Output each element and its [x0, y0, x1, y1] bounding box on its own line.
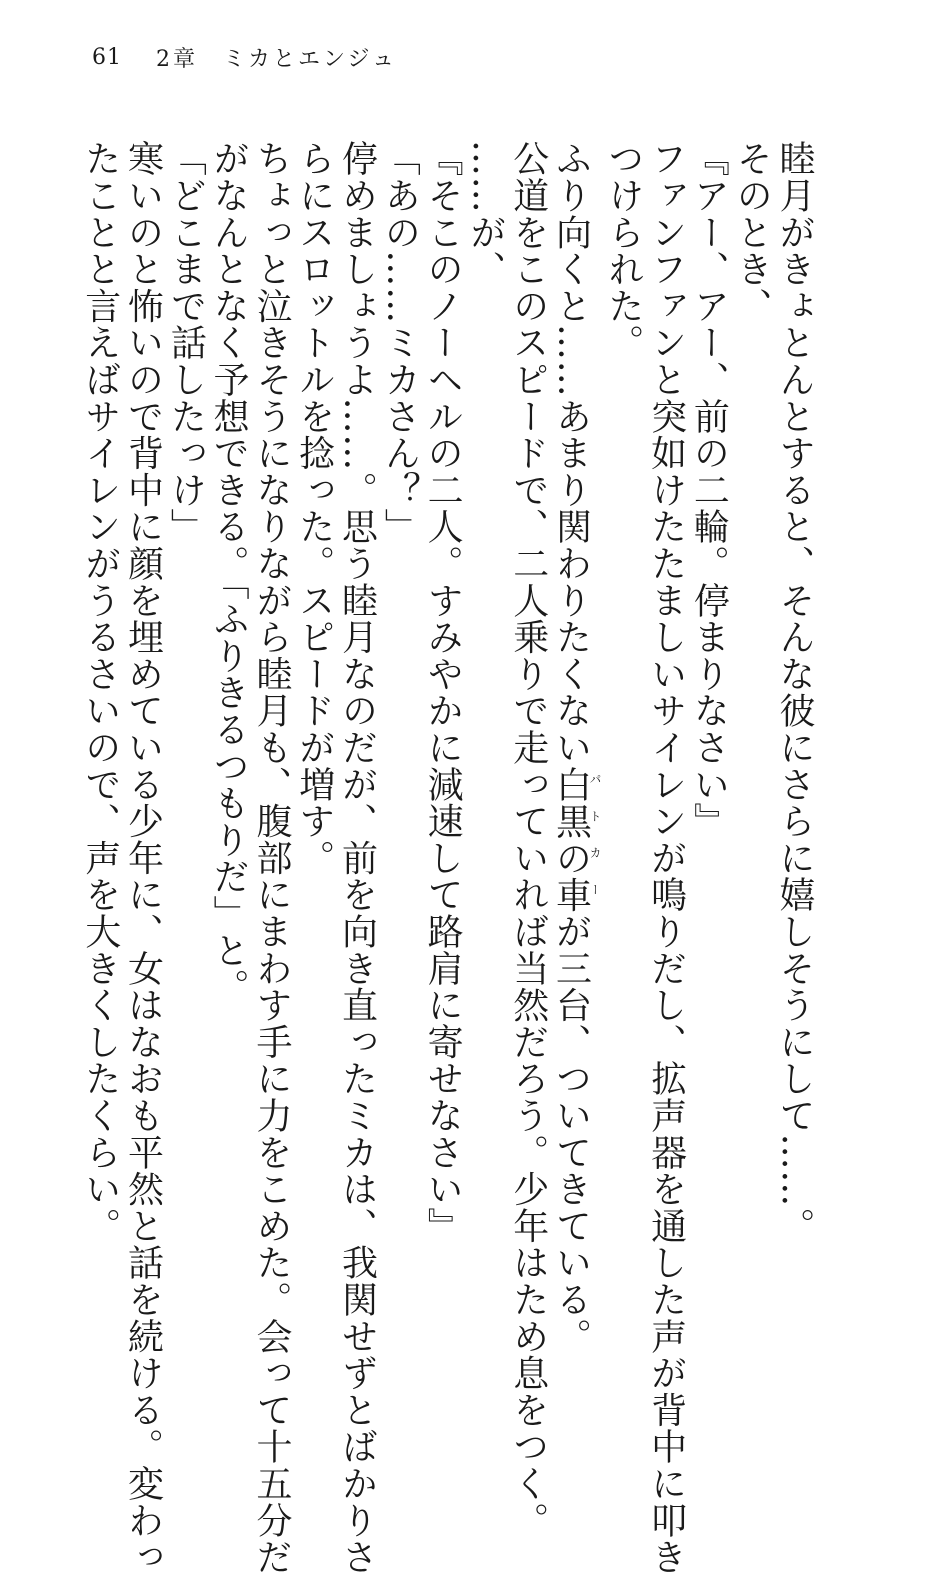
text-line: そのとき、	[731, 140, 773, 324]
text-line: 寒いのと怖いので背中に顔を埋めている少年に、女はなおも平然と話を続ける。変わっ	[122, 140, 164, 1575]
text-line: がなんとなく予想できる。「ふりきるつもりだ」と。	[208, 140, 250, 1006]
ruby-annotation: 白黒の車パトカー	[550, 765, 603, 913]
ruby-reading: パトカー	[588, 765, 603, 913]
vertical-body-text	[55, 140, 815, 1575]
text-line: たことと言えばサイレンがうるさいので、声を大きくしたくらい。	[79, 140, 121, 1244]
text-line: ちょっと泣きそうになりながら睦月も、腹部にまわす手に力をこめた。会って十五分だ	[250, 140, 292, 1575]
text-line: ファンファンと突如けたたましいサイレンが鳴りだし、拡声器を通した声が背中に叩き	[645, 140, 687, 1575]
text-line: ……が、	[464, 140, 506, 288]
running-header	[92, 40, 397, 74]
text-line: 『そこのノーヘルの二人。すみやかに減速して路肩に寄せなさい』	[422, 140, 464, 1244]
page-number: 61	[92, 44, 122, 70]
text-line: 「あの……ミカさん？」	[379, 140, 421, 545]
text-line: 停めましょうよ……。思う睦月なのだが、前を向き直ったミカは、我関せずとばかりさ	[336, 140, 378, 1575]
text-line: らにスロットルを捻った。スピードが増す。	[293, 140, 335, 876]
text-line: 睦月がきょとんとすると、そんな彼にさらに嬉しそうにして……。	[774, 140, 815, 1244]
text-line: 『アー、アー、前の二輪。停まりなさい』	[688, 140, 730, 840]
chapter-title: 2章 ミカとエンジュ	[156, 46, 398, 72]
text-line: 「どこまで話したっけ」	[165, 140, 207, 545]
text-line-with-ruby: ふり向くと……あまり関わりたくない白黒の車パトカーが三台、ついてきている。	[550, 140, 603, 1355]
text-line: 公道をこのスピードで、二人乗りで走っていれば当然だろう。少年はため息をつく。	[507, 140, 549, 1539]
text-line: つけられた。	[602, 140, 644, 361]
